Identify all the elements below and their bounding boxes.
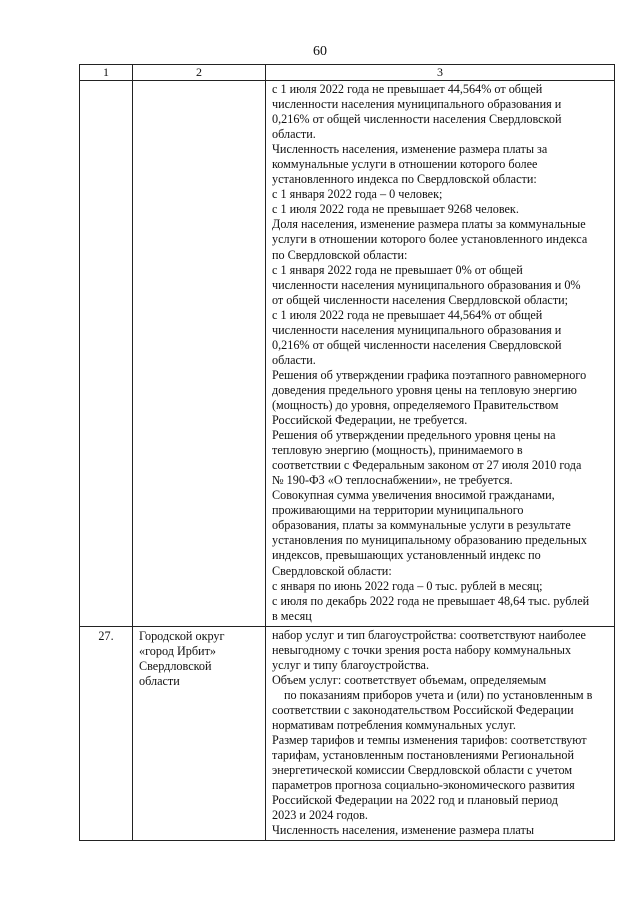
- content-line: 0,216% от общей численности населения Свердловской: [272, 337, 562, 352]
- page-number: 60: [313, 44, 327, 59]
- content-line: области.: [272, 352, 316, 367]
- content-line: образования, платы за коммунальные услуги в результате: [272, 518, 571, 533]
- content-line: с января по июнь 2022 года – 0 тыс. рублей в месяц;: [272, 578, 543, 593]
- content-cell: [266, 626, 615, 841]
- content-line: области.: [272, 127, 316, 142]
- data-table: [79, 64, 615, 841]
- municipality-line: «город Ирбит»: [139, 643, 217, 658]
- content-line: Решения об утверждении графика поэтапного равномерного: [272, 367, 587, 382]
- content-line: доведения предельного уровня цены на тепловую энергию: [272, 382, 577, 397]
- content-line: услуг и типу благоустройства.: [272, 657, 429, 672]
- content-line: численности населения муниципального образования и: [272, 97, 562, 112]
- content-line: Свердловской области:: [272, 563, 392, 578]
- content-line: 2023 и 2024 годов.: [272, 808, 368, 823]
- content-line: набор услуг и тип благоустройства: соответствуют наиболее: [272, 627, 586, 642]
- municipality-cell: [133, 626, 266, 841]
- content-line: Объем услуг: соответствует объемам, определяемым: [272, 672, 547, 687]
- content-line: Совокупная сумма увеличения вносимой гражданами,: [272, 488, 555, 503]
- content-line: Российской Федерации, не требуется.: [272, 413, 468, 428]
- municipality-line: Свердловской: [139, 658, 212, 673]
- content-line: нормативам потребления коммунальных услуг.: [272, 717, 516, 732]
- content-line: с 1 июля 2022 года не превышает 44,564% от общей: [272, 307, 543, 322]
- content-line: с 1 января 2022 года не превышает 0% от общей: [272, 262, 523, 277]
- content-line: Доля населения, изменение размера платы за коммунальные: [272, 217, 586, 232]
- content-line: тепловую энергию (мощность), принимаемого в: [272, 443, 523, 458]
- content-line: с 1 июля 2022 года не превышает 44,564% от общей: [272, 82, 543, 96]
- content-line: с 1 января 2022 года – 0 человек;: [272, 187, 443, 202]
- row-number-cell: 27.: [80, 626, 133, 841]
- municipality-cell: [133, 81, 266, 627]
- content-line: параметров прогноза социально-экономического развития: [272, 778, 575, 793]
- content-line: энергетической комиссии Свердловской области с учетом: [272, 763, 573, 778]
- content-line: численности населения муниципального образования и: [272, 322, 562, 337]
- municipality-line: Городской округ: [139, 628, 225, 643]
- content-line: услуги в отношении которого более установленного индекса: [272, 232, 588, 247]
- content-line: невыгодному с точки зрения роста набору коммунальных: [272, 642, 572, 657]
- content-line: (мощность) до уровня, определяемого Правительством: [272, 397, 559, 412]
- content-line: 0,216% от общей численности населения Свердловской: [272, 112, 562, 127]
- row-number-cell: [80, 81, 133, 627]
- content-line: установленного индекса по Свердловской области:: [272, 172, 537, 187]
- content-line: проживающими на территории муниципального: [272, 503, 524, 518]
- table-header-row: [80, 65, 615, 81]
- content-line: с 1 июля 2022 года не превышает 9268 человек.: [272, 202, 519, 217]
- content-line: по показаниям приборов учета и (или) по установленным в: [284, 687, 593, 702]
- content-line: в месяц: [272, 608, 312, 623]
- content-line: индексов, превышающих установленный индекс по: [272, 548, 541, 563]
- content-line: Размер тарифов и темпы изменения тарифов: соответствуют: [272, 733, 587, 748]
- column-header-2: 2: [133, 65, 266, 81]
- content-line: Численность населения, изменение размера платы: [272, 823, 535, 838]
- content-line: коммунальные услуги в отношении которого более: [272, 157, 538, 172]
- content-line: тарифам, установленным постановлениями Региональной: [272, 748, 574, 763]
- content-line: от общей численности населения Свердловской области;: [272, 292, 569, 307]
- column-header-1: 1: [80, 65, 133, 81]
- content-line: соответствии с Федеральным законом от 27 июля 2010 года: [272, 458, 582, 473]
- municipality-line: области: [139, 673, 180, 688]
- content-line: с июля по декабрь 2022 года не превышает 48,64 тыс. рублей: [272, 593, 590, 608]
- content-line: № 190-ФЗ «О теплоснабжении», не требуется.: [272, 473, 513, 488]
- content-line: по Свердловской области:: [272, 247, 408, 262]
- column-header-3: 3: [266, 65, 615, 81]
- content-cell: [266, 81, 615, 627]
- content-line: Решения об утверждении предельного уровня цены на: [272, 428, 556, 443]
- content-line: установления по муниципальному образованию предельных: [272, 533, 588, 548]
- content-line: соответствии с законодательством Российской Федерации: [272, 702, 574, 717]
- content-line: Численность населения, изменение размера платы за: [272, 142, 548, 157]
- content-line: Российской Федерации на 2022 год и плановый период: [272, 793, 558, 808]
- table-row: [80, 626, 615, 841]
- content-line: численности населения муниципального образования и 0%: [272, 277, 581, 292]
- table-row: [80, 81, 615, 627]
